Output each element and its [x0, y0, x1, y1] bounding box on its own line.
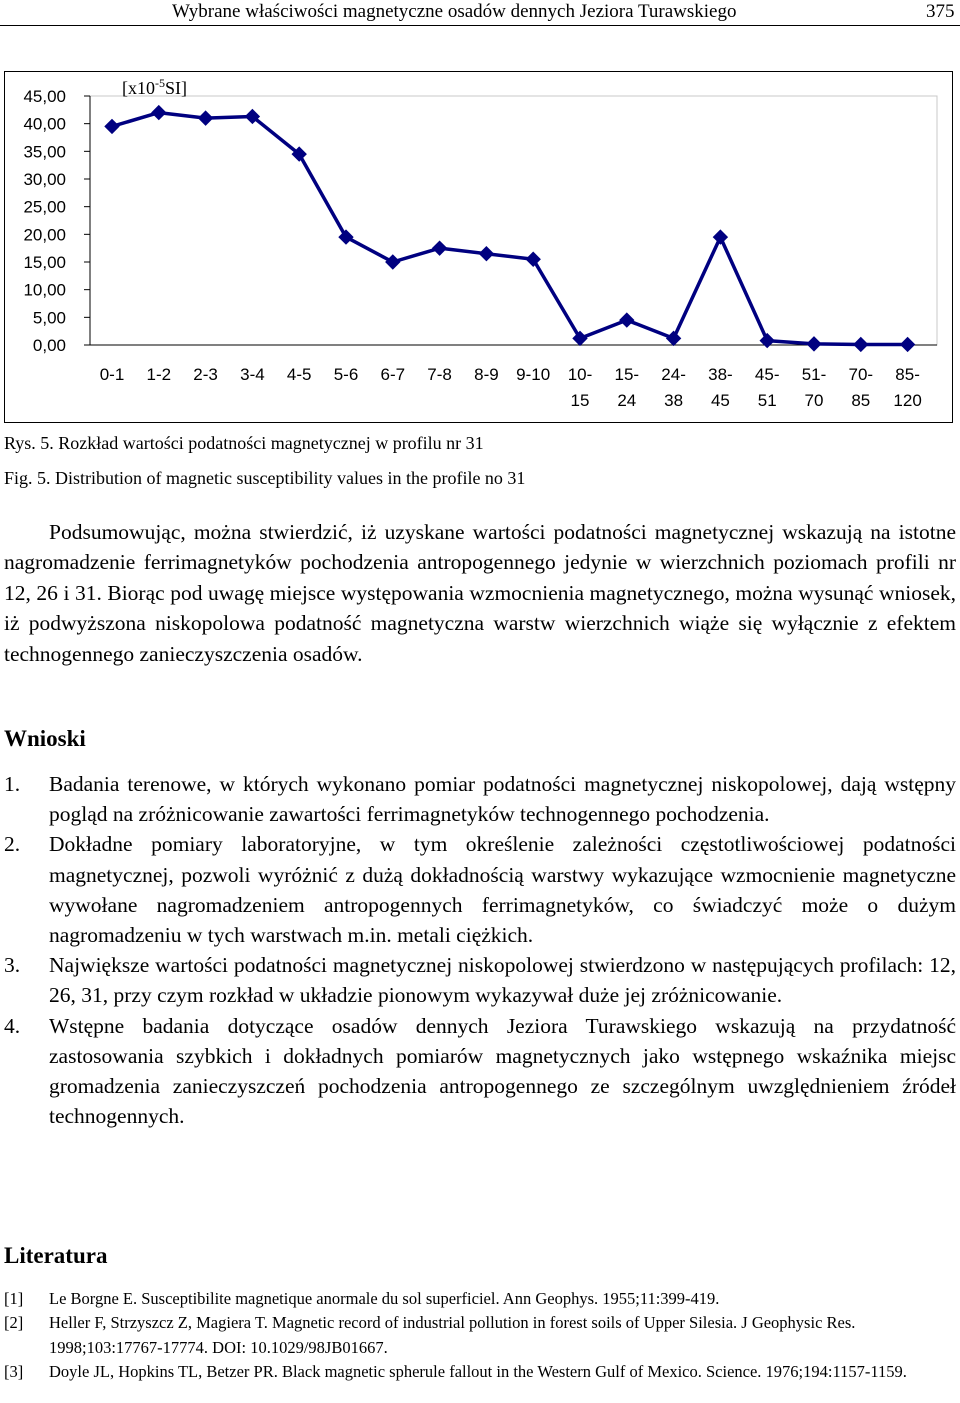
data-point-marker — [667, 331, 681, 345]
data-point-marker — [433, 241, 447, 255]
x-tick-label: 24- — [661, 365, 686, 384]
y-tick-label: 0,00 — [32, 336, 66, 355]
reference-list — [4, 1287, 956, 1384]
x-tick-label: 5-6 — [333, 365, 359, 384]
y-tick-label: 30,00 — [23, 170, 66, 189]
conclusion-text: Wstępne badania dotyczące osadów dennych Jeziora Turawskiego wskazują na przydatność zastosowania szybkich i dokładnych pomiarów magnetycznych jako wstępnego wskaźnika miejsc gromadzenia zanieczyszczeń pochodzenia antropogennego ze szczególnym uwzględnieniem źródeł technogennych. — [49, 1013, 956, 1129]
susceptibility-line-chart — [0, 0, 960, 430]
conclusion-text: Największe wartości podatności magnetycznej niskopolowej stwierdzono w następujących profilach: 12, 26, 31, przy czym rozkład w układzie pionowym wykazywał duże jej zróżnicowanie. — [49, 953, 956, 1008]
conclusion-number: 4. — [4, 1013, 21, 1038]
y-tick-label: 40,00 — [23, 114, 66, 134]
y-tick-label: 25,00 — [23, 197, 66, 217]
unit-label: $[x10^{-5}SI]$ — [122, 76, 187, 98]
conclusions-list — [4, 769, 956, 1131]
y-tick-label: 45,00 — [23, 87, 66, 106]
reference-text: Le Borgne E. Susceptibilite magnetique anormale du sol superficiel. Ann Geophys. 1955;11:399-419. — [49, 1289, 720, 1308]
conclusion-text: Badania terenowe, w których wykonano pomiar podatności magnetycznej niskopolowej, dają wstępny pogląd na zróżnicowanie zawartości ferrimagnetyków technogennego pochodzenia. — [49, 772, 956, 827]
x-tick-label: 0-1 — [99, 365, 125, 384]
summary-paragraph: Podsumowując, można stwierdzić, iż uzyskane wartości podatności magnetycznej wskazują na istotne nagromadzenie ferrimagnetyków pochodzenia antropogennego jedynie w wierzchnich poziomach profili nr 12, 26 i 31. Biorąc pod uwagę miejsce występowania wzmocnienia magnetycznego, można wysunąć wniosek, iż podwyższona niskopolowa podatność magnetyczna warstw wierzchnich wiąże się wyłącznie z efektem technogennego zanieczyszczenia osadów. — [4, 520, 956, 666]
reference-number: [3] — [4, 1361, 24, 1381]
data-point-marker — [479, 247, 493, 261]
page-number: 375 — [926, 1, 955, 22]
x-tick-label: 51- — [801, 365, 827, 384]
data-point-marker — [807, 337, 821, 351]
reference-item — [4, 1311, 956, 1360]
x-tick-label: 8-9 — [474, 365, 499, 384]
data-point-marker — [152, 106, 166, 120]
conclusion-number: 2. — [4, 832, 21, 857]
data-point-marker — [854, 337, 868, 351]
y-tick-label: 10,00 — [23, 280, 66, 300]
plot-area — [90, 96, 937, 345]
x-tick-label: 1-2 — [146, 365, 172, 384]
figure-caption-pl: Rys. 5. Rozkład wartości podatności magnetycznej w profilu nr 31 — [4, 433, 484, 453]
y-tick-label: 20,00 — [23, 225, 66, 245]
y-tick-label: 35,00 — [23, 142, 66, 162]
series-line — [112, 113, 908, 345]
x-tick-label: 3-4 — [240, 365, 265, 384]
x-tick-label: 70- — [848, 365, 874, 384]
x-tick-label: 38 — [664, 391, 684, 410]
y-tick-label: 5,00 — [32, 308, 66, 328]
x-tick-label: 70 — [804, 391, 824, 410]
x-tick-label: 85- — [895, 365, 920, 384]
data-point-marker — [620, 313, 634, 327]
x-tick-label: 2-3 — [193, 365, 218, 384]
data-point-marker — [713, 230, 727, 244]
data-point-marker — [339, 230, 353, 244]
conclusion-text: Dokładne pomiary laboratoryjne, w tym określenie zależności częstotliwościowej podatności magnetycznej, pozwoli wyróżnić z dużą dokładnością warstwy wykazujące wzmocnienie magnetyczne wywołane nagromadzeniem antropogennych ferrimagnetyków, co świadczyć może o dużym nagromadzeniu w tych warstwach m.in. metali ciężkich. — [49, 832, 956, 948]
x-tick-label: 15- — [614, 365, 640, 384]
reference-item — [4, 1287, 956, 1311]
x-tick-label: 6-7 — [380, 365, 406, 384]
x-tick-label: 7-8 — [427, 365, 452, 384]
x-tick-label: 45 — [710, 391, 730, 410]
running-head-title: Wybrane właściwości magnetyczne osadów dennych Jeziora Turawskiego — [172, 1, 737, 22]
data-point-marker — [199, 111, 213, 125]
x-tick-label: 10- — [567, 365, 593, 384]
x-tick-label: 24 — [617, 391, 637, 410]
x-tick-label: 38- — [708, 365, 733, 384]
section-heading-wnioski: Wnioski — [4, 726, 86, 751]
x-tick-label: 9-10 — [516, 365, 551, 384]
reference-text: Heller F, Strzyszcz Z, Magiera T. Magnetic record of industrial pollution in forest soils of Upper Silesia. J Geophysic Res. 1998;103:17767-17774. DOI: 10.1029/98JB01667. — [49, 1313, 856, 1357]
y-tick-label: 15,00 — [23, 253, 66, 272]
data-point-marker — [105, 119, 119, 133]
conclusion-item — [4, 829, 956, 950]
conclusion-item — [4, 769, 956, 829]
data-point-marker — [901, 337, 915, 351]
conclusion-item — [4, 950, 956, 1010]
x-tick-label: 51 — [757, 391, 777, 410]
conclusion-number: 1. — [4, 772, 21, 796]
x-tick-label: 4-5 — [286, 365, 312, 384]
conclusion-number: 3. — [4, 953, 21, 978]
x-tick-label: 120 — [893, 391, 922, 410]
reference-item — [4, 1360, 956, 1384]
x-tick-label: 15 — [570, 391, 590, 410]
x-tick-label: 45- — [754, 365, 780, 384]
reference-number: [2] — [4, 1313, 24, 1333]
conclusion-item — [4, 1011, 956, 1132]
reference-text: Doyle JL, Hopkins TL, Betzer PR. Black magnetic spherule fallout in the Western Gulf of Mexico. Science. 1976;194:1157-1159. — [49, 1361, 907, 1381]
reference-number: [1] — [4, 1289, 24, 1308]
x-tick-label: 85 — [851, 391, 871, 410]
figure-caption-en: Fig. 5. Distribution of magnetic susceptibility values in the profile no 31 — [4, 468, 526, 488]
data-point-marker — [386, 255, 400, 269]
section-heading-literatura: Literatura — [4, 1243, 108, 1268]
